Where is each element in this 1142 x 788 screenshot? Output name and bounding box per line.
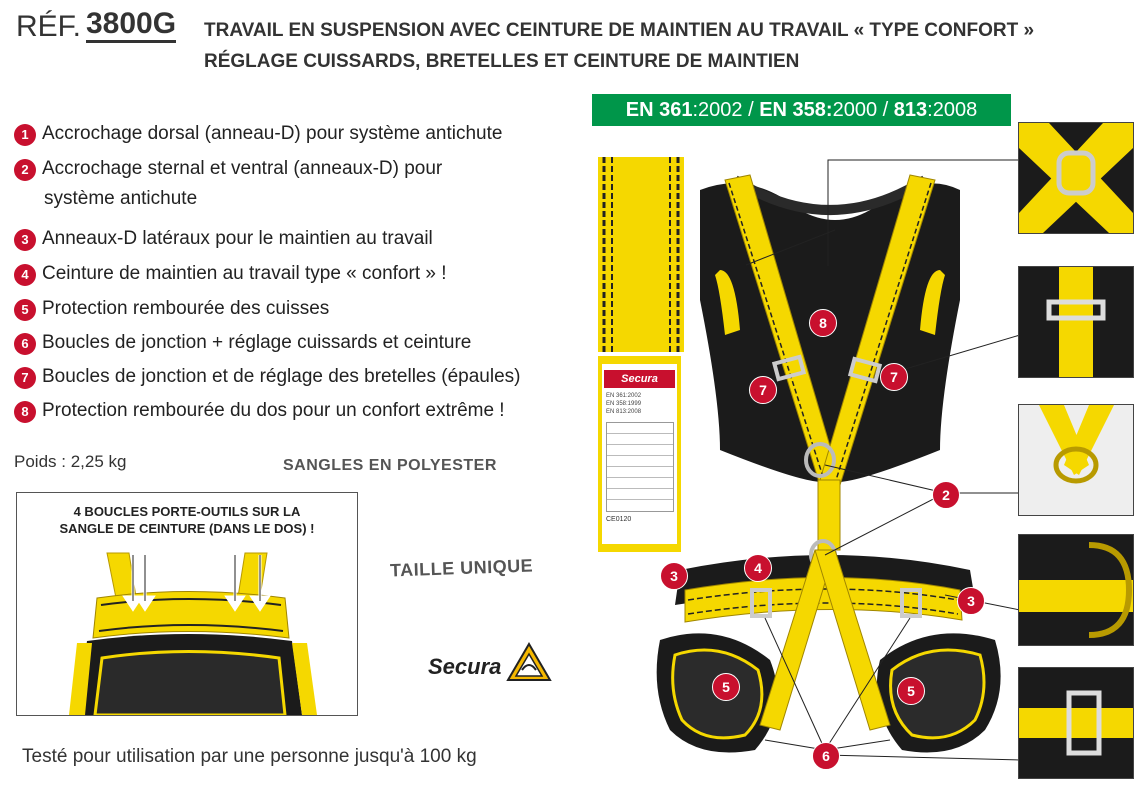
marker-5-right: 5 <box>897 677 925 705</box>
detail-dorsal-dee <box>1018 122 1134 234</box>
feature-text-continued: système antichute <box>44 188 198 209</box>
standard-1-year: :2002 / <box>692 99 760 121</box>
label-tag-line: EN 358:1999 <box>606 401 642 407</box>
ref-prefix: RÉF. <box>16 10 82 43</box>
ref-code: 3800G <box>86 8 176 43</box>
feature-item-5 <box>14 298 329 323</box>
label-tag-ce: CE0120 <box>606 516 632 523</box>
feature-item-7 <box>14 366 520 391</box>
tool-loops-box <box>16 492 358 716</box>
tool-loops-title-line-2: SANGLE DE CEINTURE (DANS LE DOS) ! <box>59 521 315 536</box>
standard-2-year: 2000 / <box>832 99 894 121</box>
feature-text: Boucles de jonction et de réglage des bretelles (épaules) <box>42 366 521 387</box>
label-tag-line: EN 361:2002 <box>606 393 642 399</box>
standard-1-code: EN 361 <box>625 99 693 121</box>
feature-number: 4 <box>14 264 36 286</box>
marker-3-right: 3 <box>957 587 985 615</box>
feature-item-8 <box>14 400 505 425</box>
title-line-2: RÉGLAGE CUISSARDS, BRETELLES ET CEINTURE DE MAINTIEN <box>204 51 800 72</box>
marker-3-left: 3 <box>660 562 688 590</box>
harness-illustration <box>640 150 1020 780</box>
marker-6: 6 <box>812 742 840 770</box>
detail-shoulder-buckle <box>1018 266 1134 378</box>
weight-label: Poids : 2,25 kg <box>14 452 127 471</box>
marker-2: 2 <box>932 481 960 509</box>
secura-logo <box>428 640 558 690</box>
feature-item-3 <box>14 228 433 253</box>
feature-text: Protection rembourée du dos pour un confort extrême ! <box>42 400 505 421</box>
material-label: SANGLES EN POLYESTER <box>283 457 497 474</box>
standards-banner <box>592 94 1011 126</box>
standard-3-year: :2008 <box>927 99 978 121</box>
feature-number: 5 <box>14 299 36 321</box>
marker-5-left: 5 <box>712 673 740 701</box>
feature-text: Boucles de jonction + réglage cuissards et ceinture <box>42 332 472 353</box>
detail-side-dee <box>1018 534 1134 646</box>
tested-note: Testé pour utilisation par une personne jusqu'à 100 kg <box>22 746 477 767</box>
feature-number: 8 <box>14 401 36 423</box>
label-tag-line: EN 813:2008 <box>606 409 642 415</box>
feature-number: 3 <box>14 229 36 251</box>
detail-leg-buckle <box>1018 667 1134 779</box>
tool-loops-title-line-1: 4 BOUCLES PORTE-OUTILS SUR LA <box>73 504 301 519</box>
marker-8: 8 <box>809 309 837 337</box>
feature-item-2 <box>14 158 442 213</box>
detail-sternal-dee <box>1018 404 1134 516</box>
label-tag-brand: Secura <box>604 370 675 388</box>
size-label: TAILLE UNIQUE <box>389 555 534 581</box>
feature-text: Anneaux-D latéraux pour le maintien au travail <box>42 228 433 249</box>
feature-number: 6 <box>14 333 36 355</box>
feature-text: Accrochage dorsal (anneau-D) pour système antichute <box>42 123 503 144</box>
feature-text: Protection rembourée des cuisses <box>42 298 330 319</box>
title-line-1: TRAVAIL EN SUSPENSION AVEC CEINTURE DE MAINTIEN AU TRAVAIL « TYPE CONFORT » <box>204 20 1035 41</box>
feature-number: 7 <box>14 367 36 389</box>
marker-7-right: 7 <box>880 363 908 391</box>
tool-loops-photo <box>17 493 357 715</box>
standard-2-code: EN 358: <box>759 99 833 121</box>
feature-item-1 <box>14 123 502 148</box>
feature-text: Ceinture de maintien au travail type « confort » ! <box>42 263 447 284</box>
feature-item-6 <box>14 332 471 357</box>
feature-number: 1 <box>14 124 36 146</box>
feature-item-4 <box>14 263 447 288</box>
brand-name: Secura <box>428 654 502 679</box>
secura-logo-mark <box>504 640 554 690</box>
feature-text: Accrochage sternal et ventral (anneaux-D) pour <box>42 158 443 179</box>
standard-3-code: 813 <box>893 99 928 121</box>
marker-7-left: 7 <box>749 376 777 404</box>
feature-number: 2 <box>14 159 36 181</box>
marker-4: 4 <box>744 554 772 582</box>
